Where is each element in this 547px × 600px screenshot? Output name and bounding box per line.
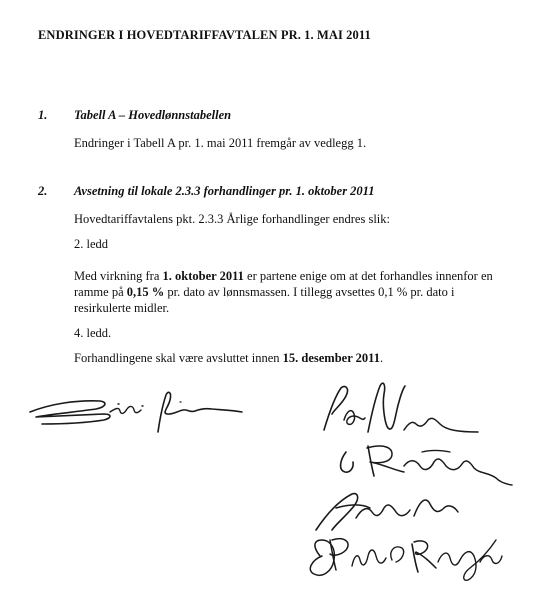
signature-5 [316,494,458,530]
document-title: ENDRINGER I HOVEDTARIFFAVTALEN PR. 1. MAI 2011 [38,28,371,42]
section-1-number: 1. [38,108,48,122]
closing-paragraph [74,350,383,366]
section-2-heading: Avsetning til lokale 2.3.3 forhandlinger pr. 1. oktober 2011 [74,184,375,198]
item-2-ledd-text [74,268,514,316]
signature-4 [341,446,512,485]
item-2-ledd-label: 2. ledd [74,237,109,251]
signature-2 [158,392,242,432]
item-4-ledd-label: 4. ledd. [74,326,112,340]
signature-3 [324,383,478,432]
item-2-text-post: pr. dato av lønnsmassen. I tillegg avsettes 0,1 % pr. dato i resirkulerte midler. [74,285,455,315]
section-1-heading: Tabell A – Hovedlønnstabellen [74,108,232,122]
item-2-bold-percent: 0,15 % [126,285,165,299]
section-2-number: 2. [38,184,48,198]
item-2-bold-date: 1. oktober 2011 [162,269,244,283]
item-2-text-pre: Med virkning fra [74,269,163,283]
signature-6 [310,539,502,581]
section-1-paragraph: Endringer i Tabell A pr. 1. mai 2011 fremgår av vedlegg 1. [74,136,367,150]
signature-1 [30,401,143,424]
closing-text-pre: Forhandlingene skal være avsluttet innen [74,351,283,365]
item-2-text-mid: er partene enige om at det forhandles innenfor en ramme på [74,269,493,299]
closing-bold-date: 15. desember 2011 [282,351,380,365]
section-2-intro: Hovedtariffavtalens pkt. 2.3.3 Årlige forhandlinger endres slik: [74,212,391,226]
closing-text-post: . [379,351,384,365]
